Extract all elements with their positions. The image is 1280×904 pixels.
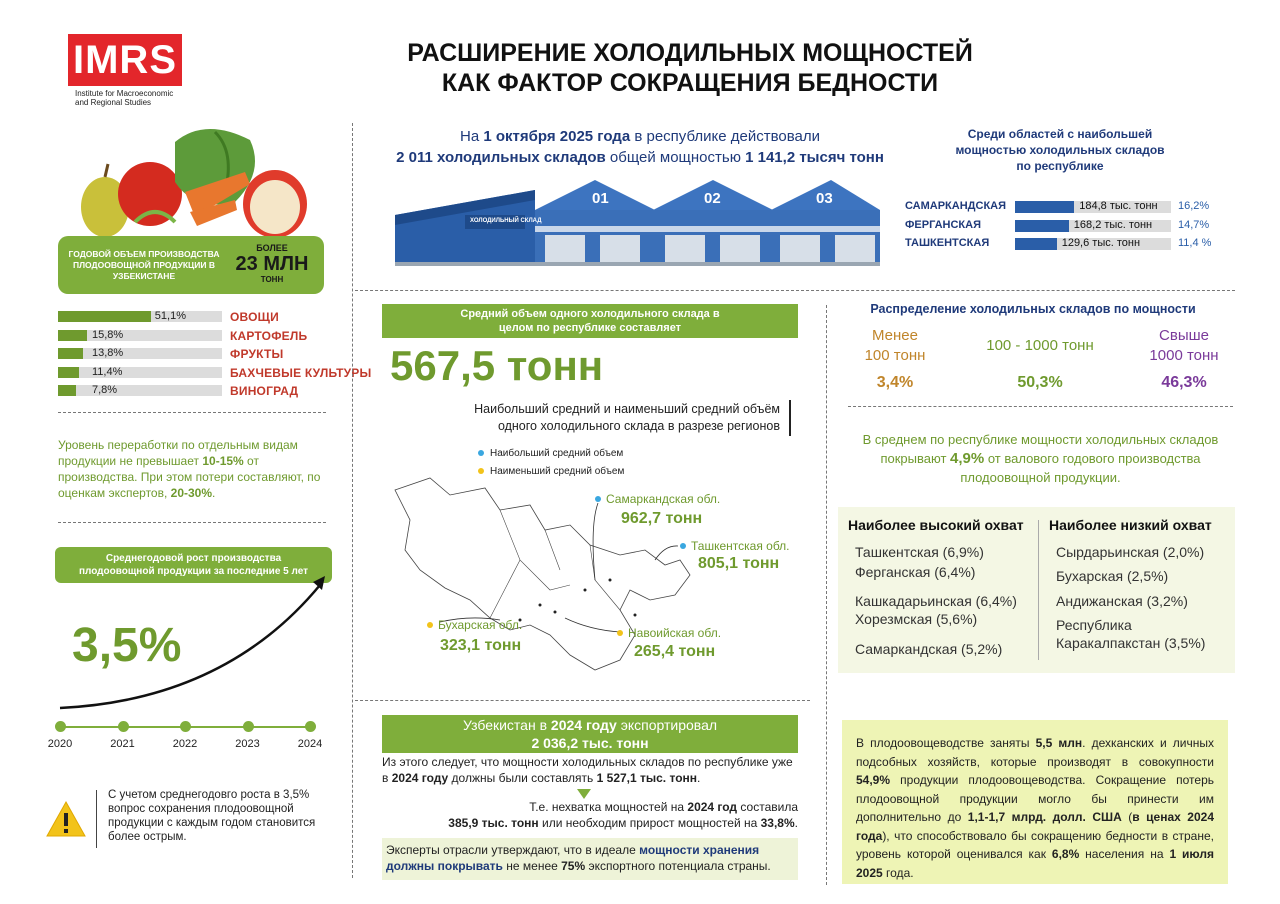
divider	[826, 305, 827, 885]
map-point-dot	[595, 496, 601, 502]
region-value: 184,8 тыс. тонн	[1079, 200, 1158, 212]
map-title-rule	[789, 400, 791, 436]
coverage-low-item: Сырдарьинская (2,0%)	[1056, 544, 1205, 560]
distribution-category-label: Свыше	[1159, 327, 1209, 344]
export-text-2: Т.е. нехватка мощностей на 2024 год составила 385,9 тыс. тонн или необходим прирост мощностей на 33,8%.	[448, 800, 798, 830]
warehouse-number-3: 03	[816, 190, 833, 207]
map-title: Наибольший средний и наименьший средний объём одного холодильного склада в разрезе регионов	[474, 402, 780, 433]
map-point-name: Ташкентская обл.	[691, 539, 790, 553]
coverage-high-item: Хорезмская (5,6%)	[855, 611, 978, 627]
region-percent: 14,7%	[1178, 218, 1210, 231]
divider	[848, 406, 1233, 407]
growth-value: 3,5%	[72, 619, 182, 672]
divider	[58, 522, 326, 523]
warning-separator	[96, 790, 97, 848]
coverage-low-item: Республика	[1056, 617, 1132, 633]
timeline-dot	[305, 721, 316, 732]
coverage-high-item: Самаркандская (5,2%)	[855, 641, 1003, 657]
region-bar-fill	[1015, 220, 1069, 232]
coverage-low-item: Каракалпакстан (3,5%)	[1056, 635, 1206, 651]
crop-name: КАРТОФЕЛЬ	[230, 328, 308, 343]
distribution-category-label: 100 - 1000 тонн	[986, 337, 1094, 354]
coverage-low-item: Андижанская (3,2%)	[1056, 593, 1188, 609]
divider	[352, 123, 353, 878]
crop-bar-fill	[58, 385, 76, 396]
region-value: 129,6 тыс. тонн	[1061, 237, 1141, 249]
distribution-category-label2: 100 тонн	[864, 347, 926, 364]
timeline-dot	[180, 721, 191, 732]
warning-text: С учетом среднегодовго роста в 3,5% вопрос сохранения плодоовощной продукции с каждым годом становится более острым.	[108, 789, 316, 843]
coverage-high-item: Ташкентская (6,9%)	[855, 544, 984, 560]
processing-text: Уровень переработки по отдельным видам продукции не превышает 10-15% от производства. При этом потери составляют, по оценкам экспертов, 20-30%.	[58, 438, 321, 500]
intro-text: На 1 октября 2025 года в республике действовали 2 011 холодильных складов общей мощностью 1 141,2 тысяч тонн	[396, 128, 884, 166]
export-badge: Узбекистан в 2024 году экспортировал 2 036,2 тыс. тонн	[382, 715, 798, 753]
distribution-percent: 50,3%	[1017, 374, 1063, 391]
crop-name: БАХЧЕВЫЕ КУЛЬТУРЫ	[230, 365, 372, 380]
region-bar-fill	[1015, 201, 1074, 213]
warehouse-number-1: 01	[592, 190, 609, 207]
crop-bar-fill	[58, 330, 87, 341]
coverage-divider	[1038, 520, 1039, 660]
coverage-high-item: Ферганская (6,4%)	[855, 564, 976, 580]
region-bar-fill	[1015, 238, 1057, 250]
divider	[355, 700, 810, 701]
average-value: 567,5 тонн	[390, 342, 604, 389]
production-value-box: БОЛЕЕ 23 МЛН ТОНН	[235, 243, 309, 284]
timeline-dot	[243, 721, 254, 732]
crop-name: ВИНОГРАД	[230, 384, 299, 398]
timeline-year: 2023	[235, 738, 260, 750]
crop-percent: 11,4%	[92, 365, 123, 378]
logo-subtitle: Institute for Macroeconomic and Regional Studies	[75, 89, 174, 107]
map-point-value: 323,1 тонн	[440, 637, 522, 654]
distribution-category-label: Менее	[872, 327, 918, 344]
export-text-1: Из этого следует, что мощности холодильных складов по республике уже в 2024 году должны были составлять 1 527,1 тыс. тонн.	[382, 755, 793, 785]
map-point-dot	[427, 622, 433, 628]
legend-max: Наибольший средний объем	[478, 448, 623, 459]
divider	[355, 290, 1235, 291]
timeline-year: 2024	[297, 738, 323, 750]
map-point-name: Навоийская обл.	[628, 626, 722, 640]
warning-icon	[45, 800, 87, 838]
crop-bar-track	[58, 385, 222, 396]
poverty-box: В плодоовощеводстве заняты 5,5 млн. дехканских и личных подсобных хозяйств, которые производят в совокупности 54,9% продукции плодоовощеводства. Сокращение потерь плодоовощной продукции могло бы принести им дополнительно до 1,1-1,7 млрд. долл. США (в ценах 2024 года), что способствовало бы сокращению бедности в стране, уровень которой оценивался как 6,8% населения на 1 июля 2025 года.	[842, 720, 1228, 884]
region-percent: 16,2%	[1178, 200, 1210, 212]
region-value: 168,2 тыс. тонн	[1073, 218, 1153, 231]
crop-bar-fill	[58, 348, 83, 359]
coverage-low-title: Наиболее низкий охват	[1049, 517, 1212, 533]
map-point-name: Самаркандская обл.	[606, 492, 721, 506]
divider	[58, 412, 326, 413]
warehouse-sign: ХОЛОДИЛЬНЫЙ СКЛАД	[470, 218, 542, 224]
region-name: САМАРКАНДСКАЯ	[905, 200, 1007, 212]
map-point-value: 962,7 тонн	[621, 510, 703, 527]
map-point-dot	[680, 543, 686, 549]
map-point-value: 805,1 тонн	[698, 555, 780, 572]
coverage-high-item: Кашкадарьинская (6,4%)	[855, 593, 1017, 609]
coverage-note: В среднем по республике мощности холодильных складов покрывают 4,9% от валового годового производства плодоовощной продукции.	[862, 432, 1219, 485]
legend-min: Наименьший средний объем	[478, 466, 624, 477]
export-experts-box: Эксперты отрасли утверждают, что в идеале мощности хранения должны покрывать не менее 75% экспортного потенциала страны.	[382, 838, 798, 880]
map-point-name: Бухарская обл.	[438, 618, 523, 632]
crop-bar-fill	[58, 311, 151, 322]
timeline-year: 2022	[172, 738, 198, 750]
page-title: РАСШИРЕНИЕ ХОЛОДИЛЬНЫХ МОЩНОСТЕЙ КАК ФАКТОР СОКРАЩЕНИЯ БЕДНОСТИ	[407, 39, 973, 97]
crop-name: ОВОЩИ	[230, 310, 279, 324]
distribution-percent: 46,3%	[1161, 374, 1207, 391]
distribution-percent: 3,4%	[876, 374, 914, 391]
timeline-year: 2021	[110, 738, 135, 750]
timeline-dot	[55, 721, 66, 732]
map-point-dot	[617, 630, 623, 636]
crop-bar-track	[58, 367, 222, 378]
distribution-category-label2: 1000 тонн	[1149, 347, 1219, 364]
crop-percent: 15,8%	[92, 328, 124, 341]
production-label: ГОДОВОЙ ОБЪЕМ ПРОИЗВОДСТВА ПЛОДООВОЩНОЙ ПРОДУКЦИИ В УЗБЕКИСТАНЕ	[68, 249, 220, 281]
top-regions-title: Среди областей с наибольшей мощностью холодильных складов по республике	[955, 127, 1165, 173]
vegetables-illustration	[75, 122, 315, 252]
region-name: ТАШКЕНТСКАЯ	[905, 237, 990, 249]
crop-name: ФРУКТЫ	[230, 347, 284, 361]
distribution-title: Распределение холодильных складов по мощности	[870, 302, 1196, 316]
crop-bar-fill	[58, 367, 79, 378]
logo	[68, 34, 182, 86]
timeline-year: 2020	[47, 738, 73, 750]
arrow-down-icon	[577, 789, 591, 799]
region-name: ФЕРГАНСКАЯ	[905, 218, 982, 231]
average-badge: Средний объем одного холодильного склада в целом по республике составляет	[382, 304, 798, 338]
coverage-low-item: Бухарская (2,5%)	[1056, 568, 1169, 584]
crop-percent: 51,1%	[154, 310, 186, 322]
growth-badge: Среднегодовой рост производства плодоовощной продукции за последние 5 лет	[55, 547, 332, 583]
logo-text: IMRS	[73, 38, 177, 82]
coverage-high-title: Наиболее высокий охват	[848, 517, 1024, 533]
warehouse-illustration	[395, 180, 880, 266]
warehouse-number-2: 02	[704, 190, 721, 207]
map-point-value: 265,4 тонн	[634, 643, 716, 660]
legend-max-dot	[478, 450, 484, 456]
timeline-dot	[118, 721, 129, 732]
crop-percent: 13,8%	[92, 347, 124, 359]
region-percent: 11,4 %	[1178, 237, 1212, 249]
crop-percent: 7,8%	[92, 384, 118, 396]
